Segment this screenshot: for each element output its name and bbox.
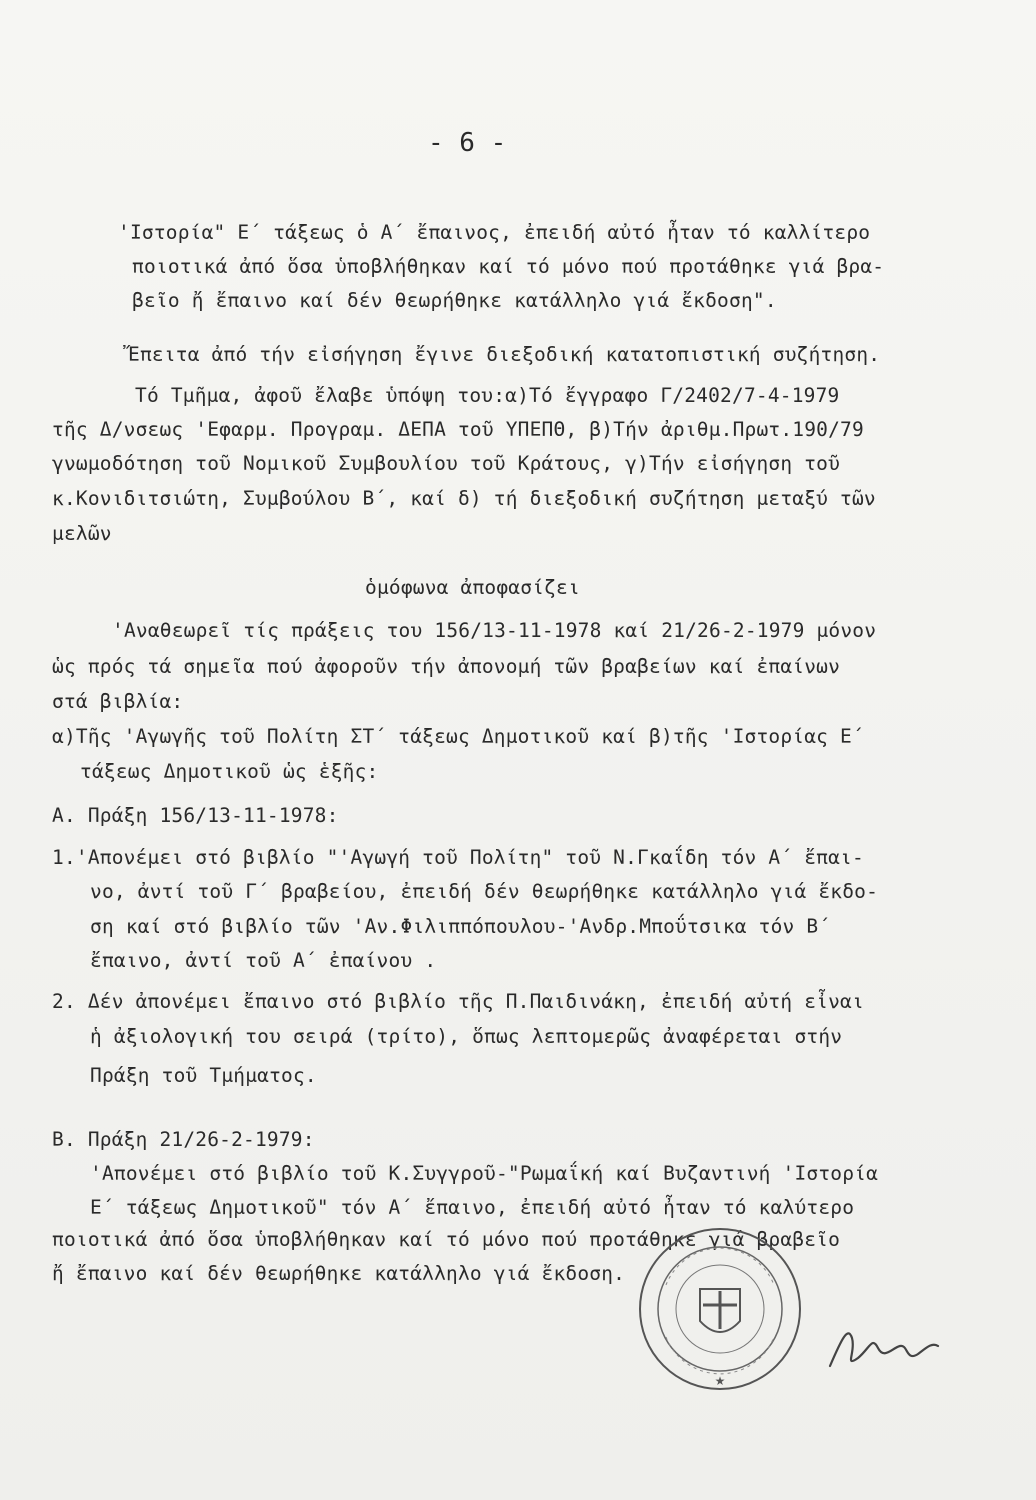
svg-text:★: ★ — [714, 1374, 726, 1388]
text-line: κ.Κονιδιτσιώτη, Συμβούλου Β΄, καί δ) τή διεξοδική συζήτηση μεταξύ τῶν — [52, 487, 876, 510]
text-line: Πράξη τοῦ Τμήματος. — [90, 1064, 317, 1087]
text-line: νο, ἀντί τοῦ Γ΄ βραβείου, ἐπειδή δέν θεωρήθηκε κατάλληλο γιά ἔκδο- — [90, 880, 879, 903]
official-seal-stamp — [636, 1225, 804, 1393]
text-line: ἔπαινο, ἀντί τοῦ Α΄ ἐπαίνου . — [90, 949, 437, 972]
signature — [822, 1318, 942, 1378]
text-line: στά βιβλία: — [52, 690, 184, 713]
page-number: - 6 - — [428, 128, 507, 158]
text-line: 'Ιστορία" Ε΄ τάξεως ὁ Α΄ ἔπαινος, ἐπειδή αὐτό ἦταν τό καλλίτερο — [118, 221, 871, 244]
text-line: τάξεως Δημοτικοῦ ὡς ἑξῆς: — [80, 760, 379, 783]
text-line: 1.'Απονέμει στό βιβλίο "'Αγωγή τοῦ Πολίτη" τοῦ Ν.Γκαΐδη τόν Α΄ ἔπαι- — [52, 846, 864, 869]
text-line: 'Αναθεωρεῖ τίς πράξεις του 156/13-11-1978 καί 21/26-2-1979 μόνον — [112, 619, 877, 642]
text-line: α)Τῆς 'Αγωγῆς τοῦ Πολίτη ΣΤ΄ τάξεως Δημοτικοῦ καί β)τῆς 'Ιστορίας Ε΄ — [52, 725, 864, 748]
text-line: Ἔπειτα ἀπό τήν εἰσήγηση ἔγινε διεξοδική κατατοπιστική συζήτηση. — [128, 343, 881, 366]
text-line: ἡ ἀξιολογική του σειρά (τρίτο), ὅπως λεπτομερῶς ἀναφέρεται στήν — [90, 1025, 843, 1048]
text-line: τῆς Δ/νσεως 'Εφαρμ. Προγραμ. ΔΕΠΑ τοῦ ΥΠΕΠΘ, β)Τήν ἀριθμ.Πρωτ.190/79 — [52, 418, 864, 441]
text-line: 'Απονέμει στό βιβλίο τοῦ Κ.Συγγροῦ-"Ρωμαΐκή καί Βυζαντινή 'Ιστορία — [90, 1162, 879, 1185]
text-line: μελῶν — [52, 522, 112, 545]
decision-heading: ὁμόφωνα ἀποφασίζει — [365, 576, 580, 599]
text-line: ποιοτικά ἀπό ὅσα ὑποβλήθηκαν καί τό μόνο πού προτάθηκε γιά βραβεῖο — [52, 1228, 841, 1251]
section-a-heading: Α. Πράξη 156/13-11-1978: — [52, 804, 339, 827]
text-line: ποιοτικά ἀπό ὅσα ὑποβλήθηκαν καί τό μόνο πού προτάθηκε γιά βρα- — [132, 255, 885, 278]
text-line: ση καί στό βιβλίο τῶν 'Αν.Φιλιππόπουλου-'Ανδρ.Μποΰτσικα τόν Β΄ — [90, 915, 831, 938]
text-line: ὡς πρός τά σημεῖα πού ἀφοροῦν τήν ἀπονομή τῶν βραβείων καί ἐπαίνων — [52, 655, 841, 678]
text-line: Ε΄ τάξεως Δημοτικοῦ" τόν Α΄ ἔπαινο, ἐπειδή αὐτό ἦταν τό καλύτερο — [90, 1196, 855, 1219]
text-line: βεῖο ἤ ἔπαινο καί δέν θεωρήθηκε κατάλληλο γιά ἔκδοση". — [132, 289, 777, 312]
text-line: ἤ ἔπαινο καί δέν θεωρήθηκε κατάλληλο γιά ἔκδοση. — [52, 1262, 626, 1285]
text-line: 2. Δέν ἀπονέμει ἔπαινο στό βιβλίο τῆς Π.Παιδινάκη, ἐπειδή αὐτή εἶναι — [52, 990, 864, 1013]
text-line: Τό Τμῆμα, ἀφοῦ ἔλαβε ὑπόψη του:α)Τό ἔγγραφο Γ/2402/7-4-1979 — [135, 384, 840, 407]
text-line: γνωμοδότηση τοῦ Νομικοῦ Συμβουλίου τοῦ Κράτους, γ)Τήν εἰσήγηση τοῦ — [52, 452, 841, 475]
section-b-heading: Β. Πράξη 21/26-2-1979: — [52, 1128, 315, 1151]
